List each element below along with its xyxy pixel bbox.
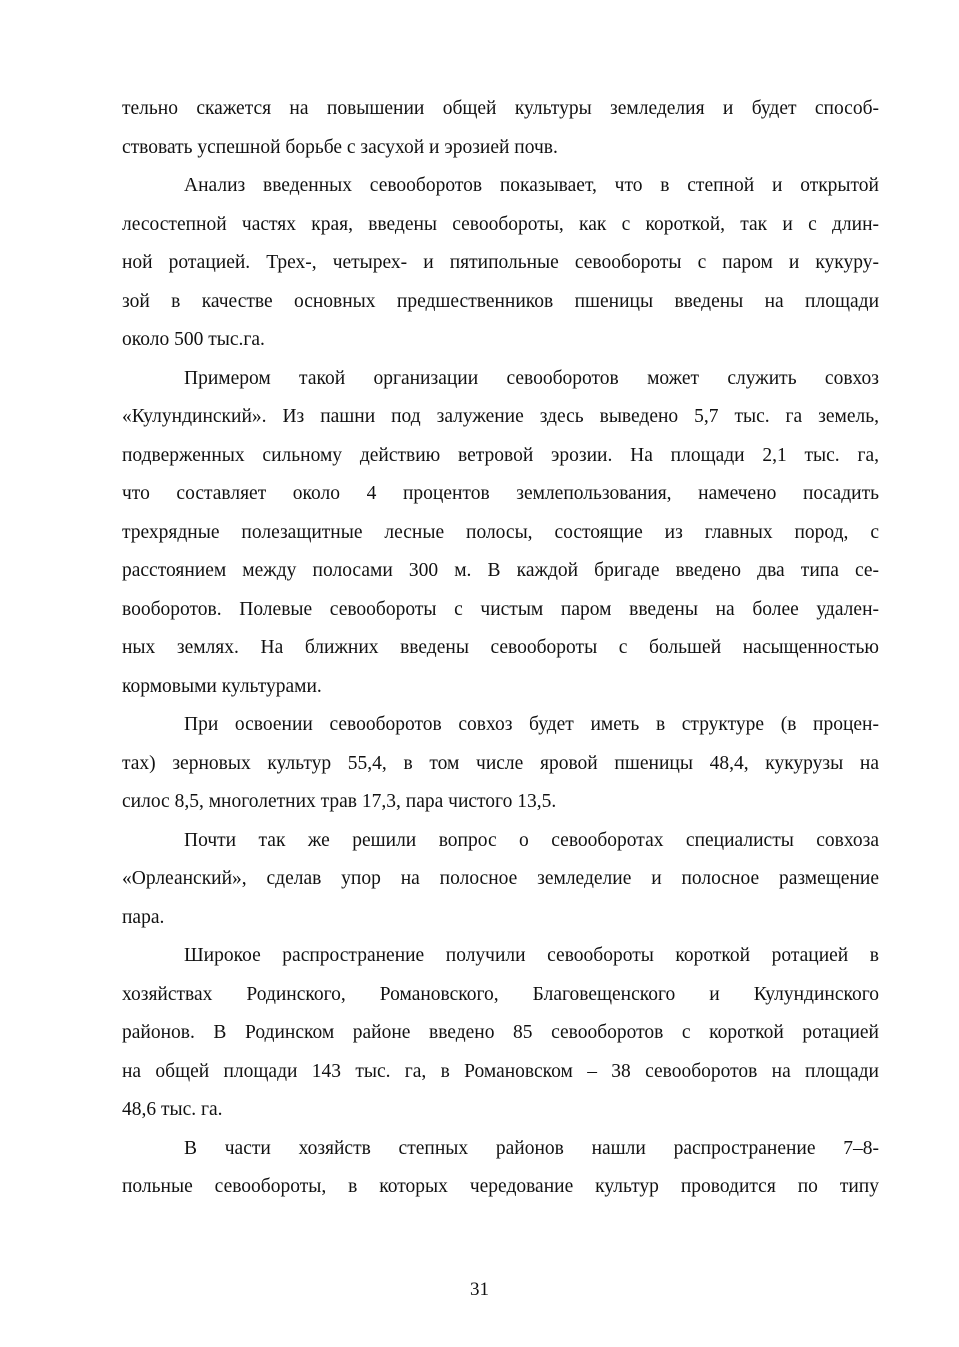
text-line: силос 8,5, многолетних трав 17,3, пара чистого 13,5. xyxy=(122,791,557,812)
text-line: 48,6 тыс. га. xyxy=(122,1099,223,1120)
text-line: ствовать успешной борьбе с засухой и эрозией почв. xyxy=(122,136,558,158)
text-line: тах) зерновых культур 55,4, в том числе яровой пшеницы 48,4, кукурузы на xyxy=(122,752,879,774)
text-line: зой в качестве основных предшественников пшеницы введены на площади xyxy=(122,290,879,312)
text-line: Почти так же решили вопрос о севооборотах специалисты совхоза xyxy=(184,829,879,851)
text-line: расстоянием между полосами 300 м. В каждой бригаде введено два типа се- xyxy=(122,560,879,581)
text-line: районов. В Родинском районе введено 85 севооборотов с короткой ротацией xyxy=(122,1022,879,1043)
document-body xyxy=(122,90,879,1207)
text-line: польные севообороты, в которых чередование культур проводится по типу xyxy=(122,1176,879,1197)
text-line: трехрядные полезащитные лесные полосы, состоящие из главных пород, с xyxy=(122,521,879,543)
text-line: Анализ введенных севооборотов показывает, что в степной и открытой xyxy=(184,175,879,196)
page-number: 31 xyxy=(470,1279,489,1300)
text-line: что составляет около 4 процентов землепользования, намечено посадить xyxy=(122,483,879,504)
text-line: «Орлеанский», сделав упор на полосное земледелие и полосное размещение xyxy=(122,868,879,889)
text-line: хозяйствах Родинского, Романовского, Благовещенского и Кулундинского xyxy=(122,983,879,1005)
text-line: подверженных сильному действию ветровой эрозии. На площади 2,1 тыс. га, xyxy=(122,444,879,466)
text-line: Широкое распространение получили севообороты короткой ротацией в xyxy=(184,945,879,966)
text-line: на общей площади 143 тыс. га, в Романовском – 38 севооборотов на площади xyxy=(122,1060,879,1082)
text-line: пара. xyxy=(122,906,165,928)
text-line: вооборотов. Полевые севообороты с чистым паром введены на более удален- xyxy=(122,598,879,620)
text-line: При освоении севооборотов совхоз будет иметь в структуре (в процен- xyxy=(184,714,879,735)
text-line: В части хозяйств степных районов нашли распространение 7–8- xyxy=(184,1137,879,1159)
text-line: ных землях. На ближних введены севообороты с большей насыщенностью xyxy=(122,637,879,658)
text-line: ной ротацией. Трех-, четырех- и пятипольные севообороты с паром и кукуру- xyxy=(122,252,879,273)
text-line: лесостепной частях края, введены севообороты, как с короткой, так и с длин- xyxy=(122,213,879,235)
text-line: около 500 тыс.га. xyxy=(122,329,265,350)
text-line: «Кулундинский». Из пашни под залужение здесь выведено 5,7 тыс. га земель, xyxy=(122,406,879,427)
text-line: тельно скажется на повышении общей культуры земледелия и будет способ- xyxy=(122,98,879,119)
text-line: кормовыми культурами. xyxy=(122,675,322,697)
text-line: Примером такой организации севооборотов может служить совхоз xyxy=(184,367,879,389)
